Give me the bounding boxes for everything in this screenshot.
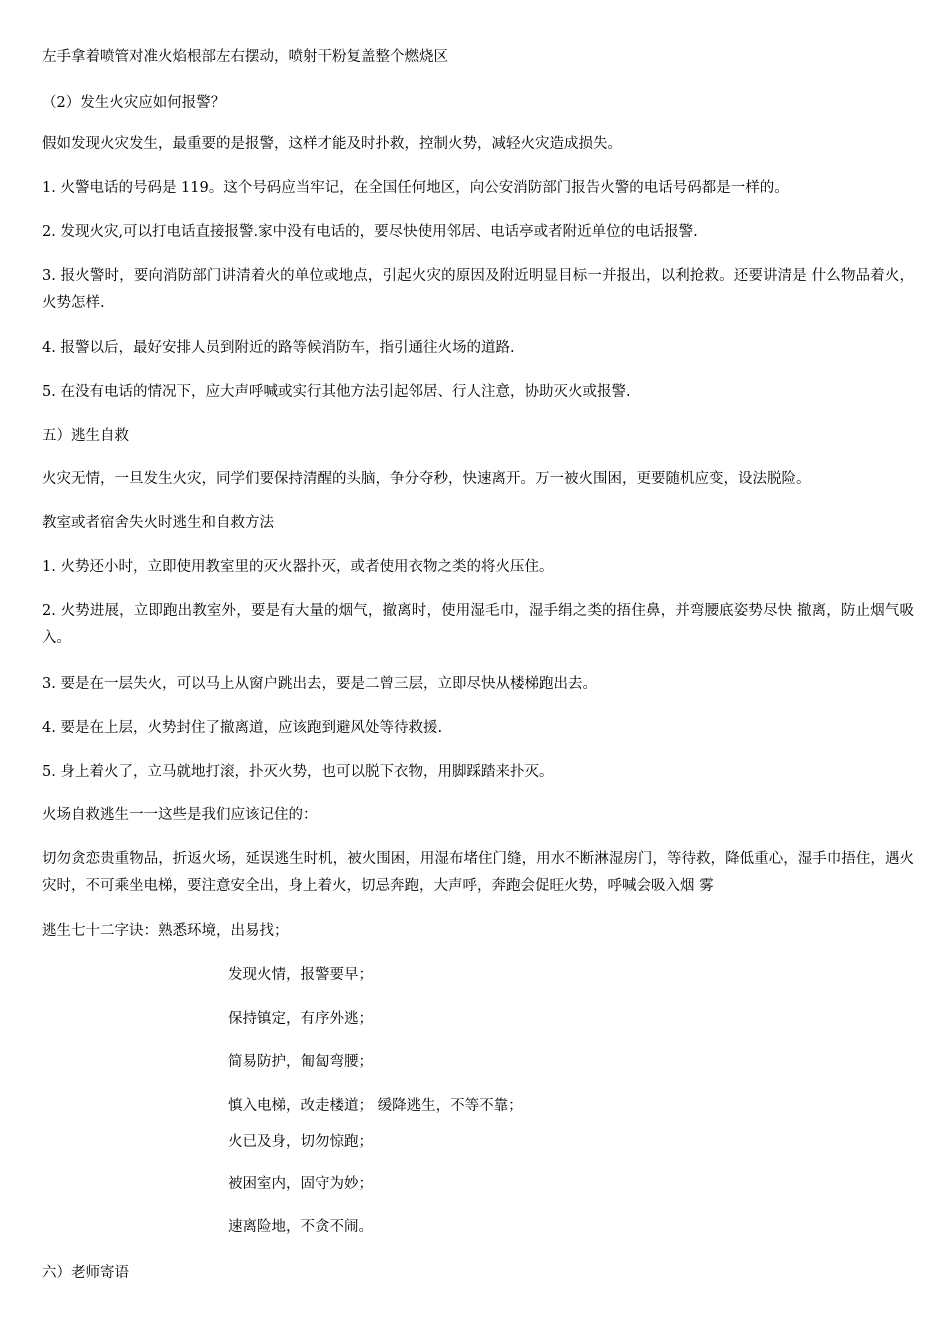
list-item-escape-1: 1. 火势还小时，立即使用教室里的灭火器扑灭，或者使用衣物之类的将火压住。	[42, 559, 554, 575]
section-heading-escape: 五）逃生自救	[42, 428, 129, 444]
verse-line: 被困室内，固守为妙；	[228, 1176, 373, 1192]
list-item-report-5: 5. 在没有电话的情况下，应大声呼喊或实行其他方法引起邻居、行人注意，协助灭火或报警.	[42, 384, 631, 400]
paragraph-report-importance: 假如发现火灾发生，最重要的是报警，这样才能及时扑救，控制火势，减轻火灾造成损失。	[42, 136, 622, 152]
verse-line: 保持镇定，有序外逃；	[228, 1011, 373, 1027]
verse-line: 简易防护，匍匐弯腰；	[228, 1054, 373, 1070]
list-item-escape-3: 3. 要是在一层失火，可以马上从窗户跳出去，要是二曾三层，立即尽快从楼梯跑出去。	[42, 676, 597, 692]
subheading-remember: 火场自救逃生一一这些是我们应该记住的：	[42, 807, 318, 823]
list-item-report-3: 3. 报火警时，要向消防部门讲清着火的单位或地点，引起火灾的原因及附近明显目标一并报出，以利抢救。还要讲清是 什么物品着火，火势怎样.	[42, 268, 914, 311]
verse-line: 速离险地，不贪不闹。	[228, 1219, 373, 1235]
heading-how-to-report-fire: （2）发生火灾应如何报警？	[42, 95, 226, 111]
list-item-report-2: 2. 发现火灾,可以打电话直接报警.家中没有电话的，要尽快使用邻居、电话亭或者附近单位的电话报警.	[42, 224, 698, 240]
list-item-escape-5: 5. 身上着火了，立马就地打滚，扑灭火势，也可以脱下衣物，用脚踩踏来扑灭。	[42, 764, 554, 780]
verse-line: 发现火情，报警要早；	[228, 967, 373, 983]
paragraph-extinguisher-usage: 左手拿着喷管对准火焰根部左右摆动，喷射干粉复盖整个燃烧区	[42, 49, 448, 65]
paragraph-72-character-rhyme: 逃生七十二字诀：熟悉环境，出易找；	[42, 923, 289, 939]
verse-line: 慎入电梯，改走楼道； 缓降逃生，不等不靠；	[228, 1098, 523, 1114]
paragraph-escape-tips: 切勿贪恋贵重物品，折返火场，延误逃生时机，被火围困，用湿布堵住门缝，用水不断淋湿房门，等待救，降低重心，湿手巾捂住，遇火灾时，不可乘坐电梯，要注意安全出，身上着火，切忌奔跑，大声呼，奔跑会促旺火势，呼喊会吸入烟 雾	[42, 851, 914, 894]
section-heading-teacher-message: 六）老师寄语	[42, 1265, 129, 1281]
verse-line: 火已及身，切勿惊跑；	[228, 1134, 373, 1150]
paragraph-escape-intro: 火灾无情，一旦发生火灾，同学们要保持清醒的头脑，争分夺秒，快速离开。万一被火围困，更要随机应变，设法脱险。	[42, 471, 811, 487]
list-item-escape-2: 2. 火势进展，立即跑出教室外，要是有大量的烟气，撤离时，使用湿毛巾，湿手绢之类的捂住鼻，并弯腰底姿势尽快 撤离，防止烟气吸入。	[42, 603, 914, 646]
list-item-escape-4: 4. 要是在上层，火势封住了撤离道，应该跑到避风处等待救援.	[42, 720, 443, 736]
list-item-report-4: 4. 报警以后，最好安排人员到附近的路等候消防车，指引通往火场的道路.	[42, 340, 515, 356]
subheading-classroom-fire: 教室或者宿舍失火时逃生和自救方法	[42, 515, 274, 531]
list-item-report-1: 1. 火警电话的号码是 119。这个号码应当牢记，在全国任何地区，向公安消防部门报告火警的电话号码都是一样的。	[42, 180, 789, 196]
